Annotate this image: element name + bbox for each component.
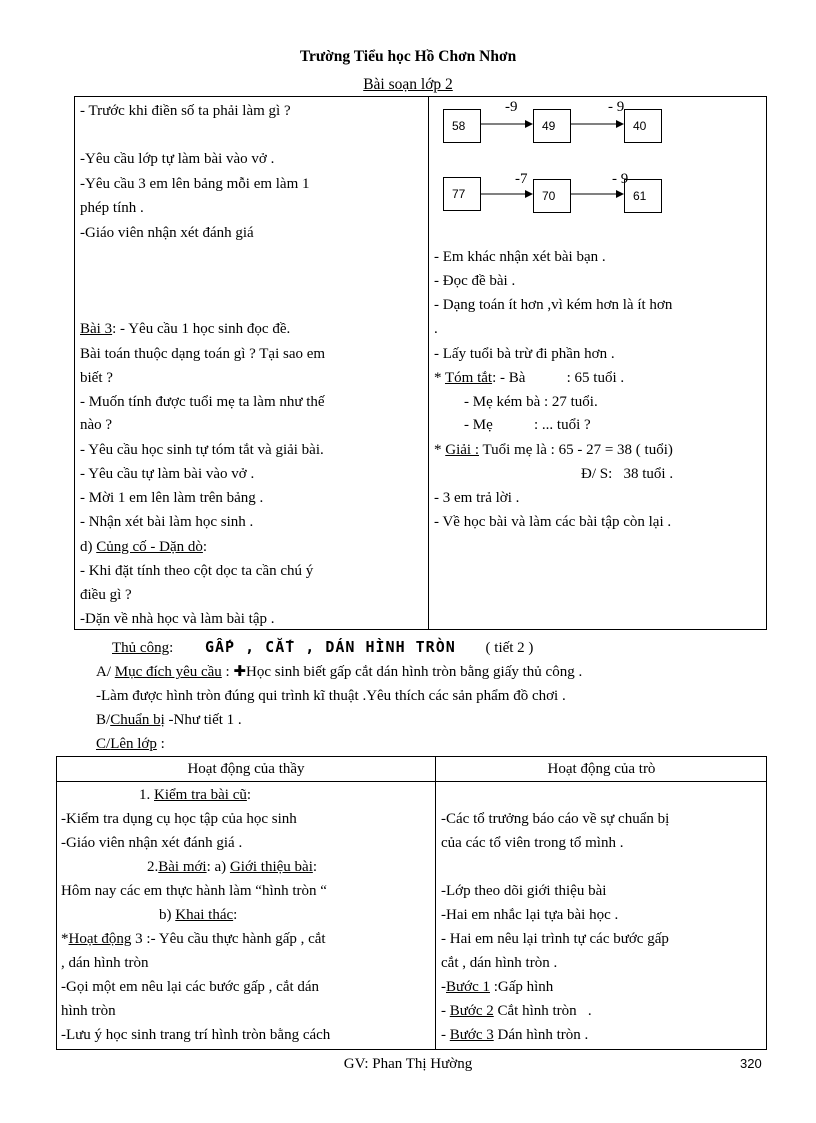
teacher-line: -Kiểm tra dụng cụ học tập của học sinh xyxy=(61,811,297,827)
student-line: -Các tổ trưởng báo cáo về sự chuẩn bị xyxy=(441,811,670,827)
student-line: - 3 em trả lời . xyxy=(434,490,520,506)
student-line: của các tổ viên trong tổ mình . xyxy=(441,835,624,851)
teacher-line: -Yêu cầu lớp tự làm bài vào vở . xyxy=(80,151,275,167)
lesson-table-1 xyxy=(74,96,767,630)
number-box: 58 xyxy=(443,109,481,143)
teacher-line: -Gọi một em nêu lại các bước gấp , cắt dán xyxy=(61,979,320,995)
student-line: . xyxy=(434,321,438,337)
khai-heading: b) Khai thác: xyxy=(159,907,238,923)
teacher-line: - Yêu cầu tự làm bài vào vở . xyxy=(80,466,255,482)
teacher-line: phép tính . xyxy=(80,200,144,216)
student-line: - Hai em nêu lại trình tự các bước gấp xyxy=(441,931,669,947)
teacher-line: -Dặn về nhà học và làm bài tập . xyxy=(80,611,275,627)
student-line: - Em khác nhận xét bài bạn . xyxy=(434,249,606,265)
teacher-line: -Giáo viên nhận xét đánh giá xyxy=(80,225,254,241)
giai-line: * Giải : Tuổi mẹ là : 65 - 27 = 38 ( tuổi) xyxy=(434,442,673,458)
activity-line: *Hoạt động 3 :- Yêu cầu thực hành gấp , cắt xyxy=(61,931,326,947)
school-title: Trường Tiểu học Hồ Chơn Nhơn xyxy=(299,48,517,65)
operation-label: - 9 xyxy=(608,99,625,111)
teacher-line: biết ? xyxy=(80,370,113,386)
number-box: 70 xyxy=(533,179,571,213)
craft-lesson: C/Lên lớp : xyxy=(96,736,165,752)
number-box: 49 xyxy=(533,109,571,143)
teacher-line: - Nhận xét bài làm học sinh . xyxy=(80,514,254,530)
teacher-line: - Muốn tính được tuổi mẹ ta làm như thế xyxy=(80,394,325,410)
step-line: - Bước 3 Dán hình tròn . xyxy=(441,1027,589,1043)
teacher-line: - Trước khi điền số ta phải làm gì ? xyxy=(80,103,291,119)
teacher-line: Hôm nay các em thực hành làm “hình tròn “ xyxy=(61,883,327,899)
kt-heading: 1. Kiểm tra bài cũ: xyxy=(139,787,252,803)
operation-label: - 9 xyxy=(612,171,629,183)
craft-objective: A/ Mục đích yêu cầu : ✚Học sinh biết gấp cắt dán hình tròn bằng giấy thủ công . xyxy=(96,664,583,680)
diagram-arrows xyxy=(75,97,768,237)
lesson-subtitle: Bài soạn lớp 2 xyxy=(363,76,453,93)
teacher-name: GV: Phan Thị Hường xyxy=(343,1056,473,1072)
student-line: - Dạng toán ít hơn ,vì kém hơn là ít hơn xyxy=(434,297,673,313)
student-line: - Lấy tuổi bà trừ đi phần hơn . xyxy=(434,346,615,362)
step-line: -Bước 1 :Gấp hình xyxy=(441,979,554,995)
header-student: Hoạt động của trò xyxy=(547,761,656,777)
teacher-line: - Mời 1 em lên làm trên bảng . xyxy=(80,490,264,506)
craft-heading: Thủ công: GẤP , CẮT , DÁN HÌNH TRÒN ( tiết 2 ) xyxy=(112,638,534,656)
page-number: 320 xyxy=(740,1056,762,1071)
teacher-line: - Khi đặt tính theo cột dọc ta cần chú ý xyxy=(80,563,314,579)
teacher-line: , dán hình tròn xyxy=(61,955,149,971)
student-line: -Lớp theo dõi giới thiệu bài xyxy=(441,883,607,899)
teacher-line: -Lưu ý học sinh trang trí hình tròn bằng cách xyxy=(61,1027,331,1043)
student-line: - Mẹ kém bà : 27 tuổi. xyxy=(464,394,598,410)
cungco-line: d) Củng cố - Dặn dò: xyxy=(80,539,208,555)
bm-heading: 2.Bài mới: a) Giới thiệu bài: xyxy=(147,859,318,875)
tomtat-line: * Tóm tắt: - Bà : 65 tuổi . xyxy=(434,370,625,386)
student-line: cắt , dán hình tròn . xyxy=(441,955,558,971)
header-teacher: Hoạt động của thầy xyxy=(187,761,305,777)
teacher-line: -Giáo viên nhận xét đánh giá . xyxy=(61,835,243,851)
teacher-line: - Yêu cầu học sinh tự tóm tắt và giải bài. xyxy=(80,442,324,458)
student-line: - Về học bài và làm các bài tập còn lại . xyxy=(434,514,672,530)
student-line: - Đọc đề bài . xyxy=(434,273,516,289)
step-line: - Bước 2 Cắt hình tròn . xyxy=(441,1003,592,1019)
craft-objective-2: -Làm được hình tròn đúng qui trình kĩ thuật .Yêu thích các sản phẩm đồ chơi . xyxy=(96,688,566,704)
teacher-line: điều gì ? xyxy=(80,587,132,603)
operation-label: -9 xyxy=(505,99,518,115)
operation-label: -7 xyxy=(515,171,528,187)
craft-prep: B/Chuẩn bị -Như tiết 1 . xyxy=(96,712,242,728)
teacher-line: hình tròn xyxy=(61,1003,116,1019)
teacher-line: nào ? xyxy=(80,417,113,433)
student-line: -Hai em nhắc lại tựa bài học . xyxy=(441,907,619,923)
bai3-line: Bài 3: - Yêu cầu 1 học sinh đọc đề. xyxy=(80,321,291,337)
number-box: 77 xyxy=(443,177,481,211)
teacher-line: Bài toán thuộc dạng toán gì ? Tại sao em xyxy=(80,346,326,362)
lesson-table-2 xyxy=(56,756,767,1050)
number-box: 61 xyxy=(624,179,662,213)
number-box: 40 xyxy=(624,109,662,143)
teacher-line: -Yêu cầu 3 em lên bảng mỗi em làm 1 xyxy=(80,176,310,192)
answer-line: Đ/ S: 38 tuổi . xyxy=(581,466,674,482)
student-line: - Mẹ : ... tuổi ? xyxy=(464,417,591,433)
